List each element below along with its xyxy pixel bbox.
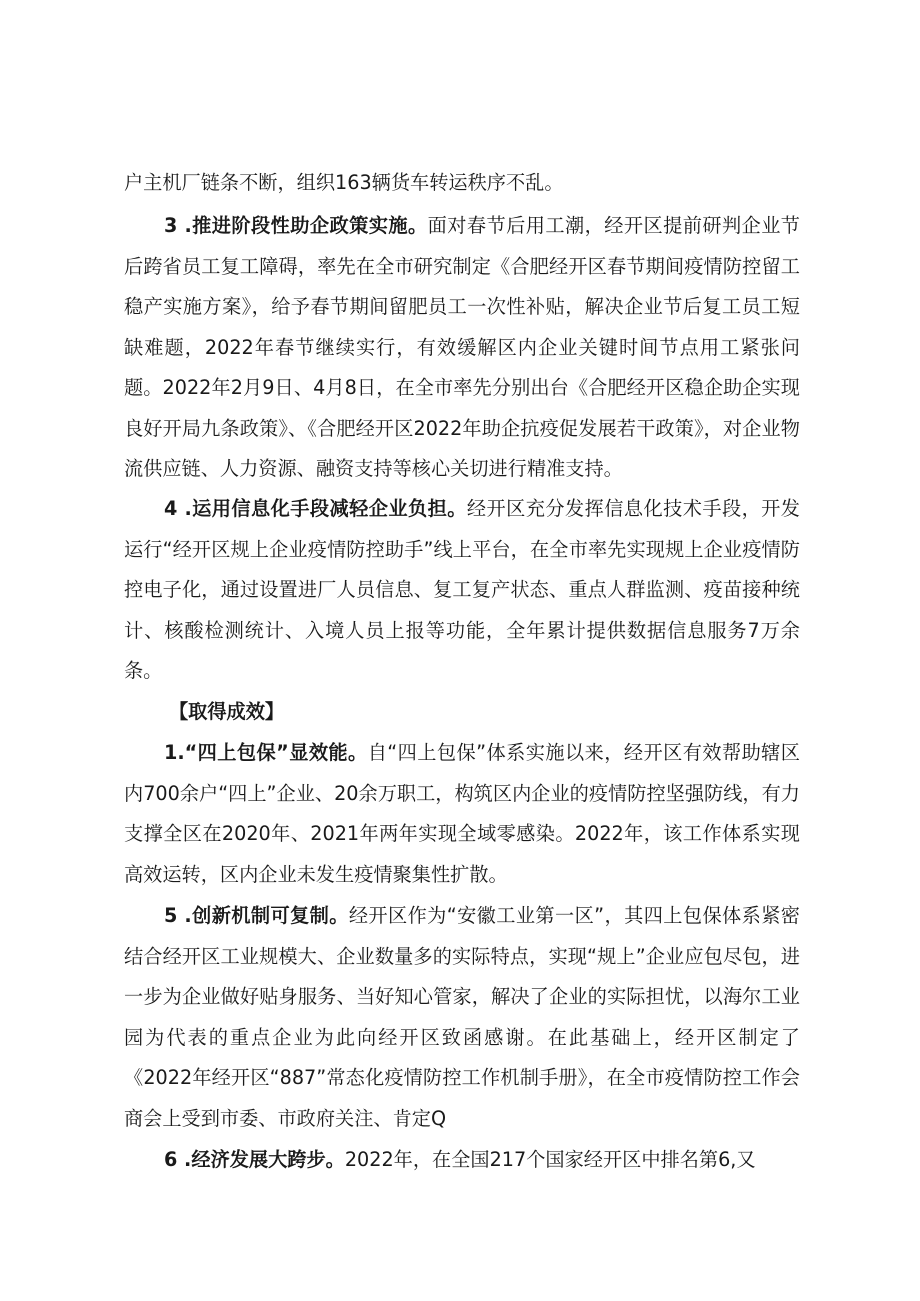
paragraph-economic-growth (124, 1140, 800, 1181)
paragraph-innovation (124, 896, 800, 1139)
paragraph-continuation (124, 163, 800, 204)
paragraph-text: 户主机厂链条不断，组织163辆货车转运秩序不乱。 (124, 171, 564, 194)
paragraph-lead-4: 4 .运用信息化手段减轻企业负担。 (164, 497, 467, 520)
section-heading-text: 【取得成效】 (169, 700, 285, 723)
paragraph-informatization (124, 489, 800, 692)
paragraph-body-1: 自“四上包保”体系实施以来，经开区有效帮助辖区内700余户“四上”企业、20余万职工，构筑区内企业的疫情防控坚强防线，有力支撑全区在2020年、2021年两年实现全域零感染。2022年，该工作体系实现高效运转，区内企业未发生疫情聚集性扩散。 (124, 741, 800, 886)
paragraph-lead-6: 6 .经济发展大跨步。 (164, 1148, 345, 1171)
paragraph-body-6: 2022年，在全国217个国家经开区中排名第6,又 (344, 1148, 756, 1171)
paragraph-lead-3: 3 .推进阶段性助企政策实施。 (164, 214, 428, 237)
paragraph-lead-5: 5 .创新机制可复制。 (164, 904, 349, 927)
paragraph-body-3: 面对春节后用工潮，经开区提前研判企业节后跨省员工复工障碍，率先在全市研究制定《合肥经开区春节期间疫情防控留工稳产实施方案》，给予春节期间留肥员工一次性补贴，解决企业节后复工员工短缺难题，2022年春节继续实行，有效缓解区内企业关键时间节点用工紧张问题。2022年2月9日、4月8日，在全市率先分别出台《合肥经开区稳企助企实现良好开局九条政策》、《合肥经开区2022年助企抗疫促发展若干政策》，对企业物流供应链、人力资源、融资支持等核心关切进行精准支持。 (124, 214, 800, 480)
paragraph-body-5: 经开区作为“安徽工业第一区”，其四上包保体系紧密结合经开区工业规模大、企业数量多的实际特点，实现“规上”企业应包尽包，进一步为企业做好贴身服务、当好知心管家，解决了企业的实际担忧，以海尔工业园为代表的重点企业为此向经开区致函感谢。在此基础上，经开区制定了《2022年经开区“887”常态化疫情防控工作机制手册》，在全市疫情防控工作会商会上受到市委、市政府关注、肯定Q (124, 904, 800, 1130)
section-heading (169, 692, 800, 733)
paragraph-body-4: 经开区充分发挥信息化技术手段，开发运行“经开区规上企业疫情防控助手”线上平台，在全市率先实现规上企业疫情防控电子化，通过设置进厂人员信息、复工复产状态、重点人群监测、疫苗接种统计、核酸检测统计、入境人员上报等功能，全年累计提供数据信息服务7万余条。 (124, 497, 800, 682)
paragraph-effectiveness (124, 733, 800, 895)
paragraph-lead-1: 1.“四上包保”显效能。 (164, 741, 368, 764)
paragraph-policy-implementation (124, 206, 800, 490)
